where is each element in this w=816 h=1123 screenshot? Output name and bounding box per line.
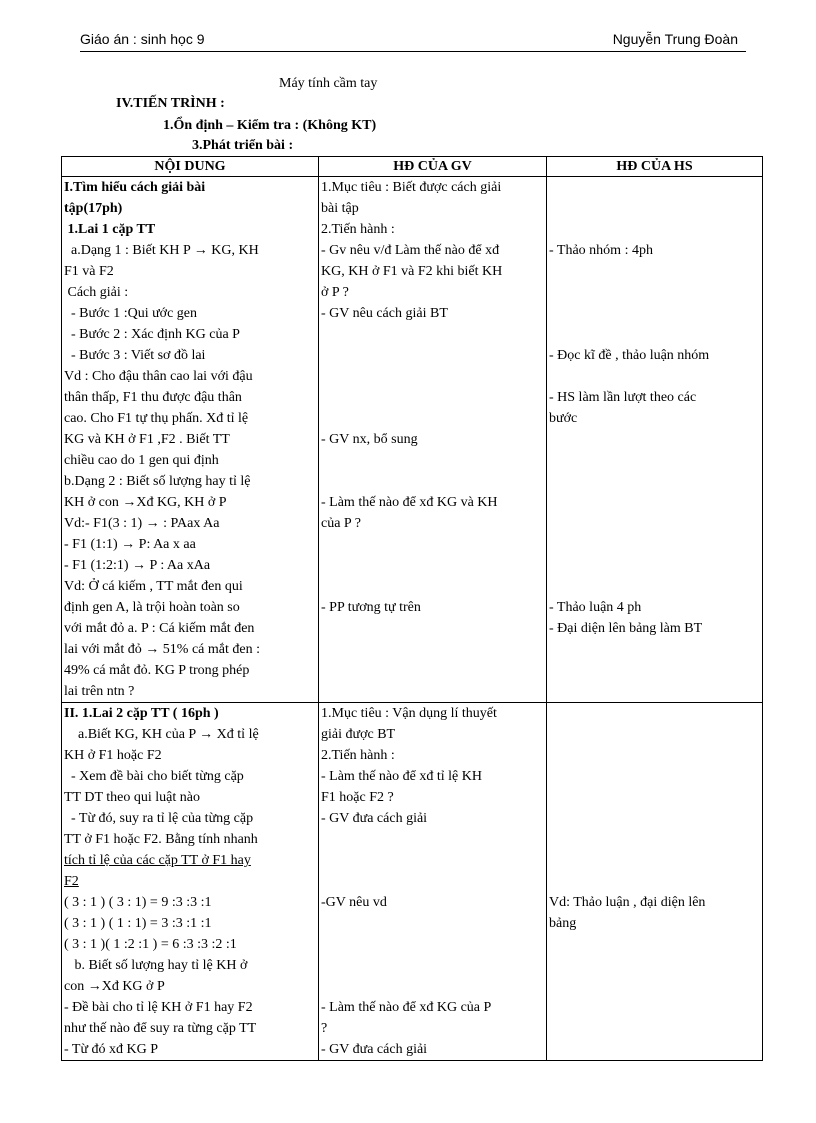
cell-line: - GV đưa cách giải — [321, 1042, 428, 1057]
cell-line — [549, 198, 760, 219]
cell-line — [321, 576, 544, 597]
cell-line: II. 1.Lai 2 cặp TT ( 16ph ) — [64, 706, 219, 721]
cell-line: - Làm thế nào để xđ tỉ lệ KH — [321, 769, 482, 784]
cell-line: ( 3 : 1 )( 1 :2 :1 ) = 6 :3 :3 :2 :1 — [64, 937, 237, 952]
cell-line: - PP tương tự trên — [321, 600, 421, 615]
cell-line: b.Dạng 2 : Biết số lượng hay tỉ lệ — [64, 474, 251, 489]
cell-line — [321, 471, 544, 492]
cell-line: 1.Lai 1 cặp TT — [64, 222, 156, 237]
cell-line — [321, 934, 544, 955]
cell-line: của P ? — [321, 516, 361, 531]
cell-line: KH ở con →Xđ KG, KH ở P — [64, 495, 227, 510]
cell-line — [549, 955, 760, 976]
table-row — [62, 703, 763, 1061]
cell-line — [549, 177, 760, 198]
cell-line: Vd:- F1(3 : 1) → : PAax Aa — [64, 516, 220, 531]
cell-line — [321, 850, 544, 871]
page-header — [80, 27, 746, 52]
cell-line: - Làm thế nào để xđ KG của P — [321, 1000, 492, 1015]
device-line: Máy tính cầm tay — [279, 76, 378, 91]
cell-line: KG và KH ở F1 ,F2 . Biết TT — [64, 432, 230, 447]
cell-line — [549, 703, 760, 724]
cell-line — [549, 829, 760, 850]
cell-line: F2 — [64, 874, 79, 889]
cell-line: - Bước 3 : Viết sơ đồ lai — [64, 348, 206, 363]
step3-line: 3.Phát triển bài : — [192, 138, 294, 153]
cell-line: 1.Mục tiêu : Vận dụng lí thuyết — [321, 706, 497, 721]
cell-line: tích tỉ lệ của các cặp TT ở F1 hay — [64, 853, 251, 868]
cell-line: - F1 (1:2:1) → P : Aa xAa — [64, 558, 211, 573]
cell-line: KH ở F1 hoặc F2 — [64, 748, 162, 763]
cell-line — [549, 534, 760, 555]
cell-line — [321, 366, 544, 387]
cell-line — [321, 660, 544, 681]
cell-line: KG, KH ở F1 và F2 khi biết KH — [321, 264, 503, 279]
cell-line: b. Biết số lượng hay tỉ lệ KH ở — [64, 958, 248, 973]
cell-line — [549, 787, 760, 808]
row1-content-cell — [62, 177, 319, 703]
cell-line: TT ở F1 hoặc F2. Bằng tính nhanh — [64, 832, 258, 847]
cell-line: - Làm thế nào để xđ KG và KH — [321, 495, 498, 510]
step1-line: 1.Ổn định – Kiểm tra : (Không KT) — [163, 118, 377, 133]
cell-line: 2.Tiến hành : — [321, 222, 395, 237]
cell-line — [549, 492, 760, 513]
cell-line — [321, 829, 544, 850]
header-teacher: HĐ CỦA GV — [319, 157, 547, 177]
cell-line: - Gv nêu v/đ Làm thế nào để xđ — [321, 243, 500, 258]
cell-line: ? — [321, 1021, 328, 1036]
cell-line: Vd: Thảo luận , đại diện lên — [549, 895, 706, 910]
cell-line: - F1 (1:1) → P: Aa x aa — [64, 537, 196, 552]
cell-line — [321, 618, 544, 639]
cell-line: bảng — [549, 916, 577, 931]
cell-line: giải được BT — [321, 727, 396, 742]
cell-line — [549, 724, 760, 745]
cell-line: a.Biết KG, KH của P → Xđ tỉ lệ — [64, 727, 259, 742]
cell-line: ( 3 : 1 ) ( 3 : 1) = 9 :3 :3 :1 — [64, 895, 212, 910]
cell-line — [549, 850, 760, 871]
cell-line: - Xem đề bài cho biết từng cặp — [64, 769, 244, 784]
cell-line — [549, 976, 760, 997]
cell-line — [321, 408, 544, 429]
cell-line — [549, 766, 760, 787]
cell-line — [549, 324, 760, 345]
section-title: IV.TIẾN TRÌNH : — [116, 96, 225, 111]
cell-line: ( 3 : 1 ) ( 1 : 1) = 3 :3 :1 :1 — [64, 916, 212, 931]
cell-line — [321, 534, 544, 555]
cell-line — [549, 639, 760, 660]
cell-line — [549, 471, 760, 492]
cell-line — [321, 639, 544, 660]
cell-line: tập(17ph) — [64, 201, 123, 216]
cell-line: Vd: Ở cá kiếm , TT mắt đen qui — [64, 579, 243, 594]
cell-line: thân thấp, F1 thu được đậu thân — [64, 390, 242, 405]
cell-line: 2.Tiến hành : — [321, 748, 395, 763]
row2-teacher-cell — [319, 703, 547, 1061]
cell-line: - GV đưa cách giải — [321, 811, 428, 826]
cell-line: TT DT theo qui luật nào — [64, 790, 200, 805]
cell-line: - Đọc kĩ đề , thảo luận nhóm — [549, 348, 710, 363]
cell-line: lai trên ntn ? — [64, 684, 135, 699]
cell-line: chiều cao do 1 gen qui định — [64, 453, 219, 468]
cell-line: - Đề bài cho tỉ lệ KH ở F1 hay F2 — [64, 1000, 253, 1015]
cell-line: con →Xđ KG ở P — [64, 979, 165, 994]
header-right: Nguyễn Trung Đoàn — [612, 31, 738, 47]
cell-line — [321, 681, 544, 702]
cell-line: - Thảo nhóm : 4ph — [549, 243, 653, 258]
cell-line: cao. Cho F1 tự thụ phấn. Xđ tỉ lệ — [64, 411, 249, 426]
cell-line — [549, 934, 760, 955]
cell-line: - Đại diện lên bảng làm BT — [549, 621, 703, 636]
cell-line — [549, 513, 760, 534]
lesson-table — [61, 156, 763, 1061]
cell-line — [321, 345, 544, 366]
cell-line: như thế nào để suy ra từng cặp TT — [64, 1021, 257, 1036]
cell-line: 1.Mục tiêu : Biết được cách giải — [321, 180, 502, 195]
cell-line — [549, 219, 760, 240]
cell-line: - Bước 2 : Xác định KG của P — [64, 327, 240, 342]
row1-student-cell — [547, 177, 763, 703]
cell-line: định gen A, là trội hoàn toàn so — [64, 600, 240, 615]
cell-line — [549, 450, 760, 471]
cell-line — [321, 871, 544, 892]
cell-line: - Bước 1 :Qui ước gen — [64, 306, 198, 321]
cell-line: bài tập — [321, 201, 359, 216]
header-content: NỘI DUNG — [62, 157, 319, 177]
cell-line: 49% cá mắt đỏ. KG P trong phép — [64, 663, 250, 678]
cell-line — [549, 871, 760, 892]
cell-line — [549, 681, 760, 702]
cell-line: bước — [549, 411, 578, 426]
table-row — [62, 177, 763, 703]
cell-line: I.Tìm hiểu cách giải bài — [64, 180, 206, 195]
cell-line — [321, 913, 544, 934]
cell-line: - Từ đó, suy ra tỉ lệ của từng cặp — [64, 811, 254, 826]
cell-line: -GV nêu vd — [321, 895, 387, 910]
cell-line — [549, 660, 760, 681]
row2-content-cell — [62, 703, 319, 1061]
cell-line — [549, 282, 760, 303]
cell-line: Vd : Cho đậu thân cao lai với đậu — [64, 369, 253, 384]
cell-line — [549, 997, 760, 1018]
cell-line: - GV nx, bổ sung — [321, 432, 418, 447]
cell-line: - GV nêu cách giải BT — [321, 306, 448, 321]
header-left: Giáo án : sinh học 9 — [80, 31, 205, 47]
cell-line — [549, 745, 760, 766]
cell-line — [321, 387, 544, 408]
cell-line — [321, 955, 544, 976]
cell-line — [549, 261, 760, 282]
cell-line — [321, 450, 544, 471]
cell-line — [549, 303, 760, 324]
cell-line — [549, 1039, 760, 1060]
cell-line — [549, 1018, 760, 1039]
cell-line: với mắt đỏ a. P : Cá kiếm mắt đen — [64, 621, 255, 636]
cell-line: Cách giải : — [64, 285, 129, 300]
cell-line — [549, 576, 760, 597]
cell-line — [549, 555, 760, 576]
cell-line — [549, 808, 760, 829]
cell-line: - HS làm lần lượt theo các — [549, 390, 697, 405]
cell-line: - Thảo luận 4 ph — [549, 600, 642, 615]
cell-line: - Từ đó xđ KG P — [64, 1042, 159, 1057]
cell-line — [321, 324, 544, 345]
row1-teacher-cell — [319, 177, 547, 703]
cell-line: lai với mắt đỏ → 51% cá mắt đen : — [64, 642, 260, 657]
header-student: HĐ CỦA HS — [547, 157, 763, 177]
cell-line: ở P ? — [321, 285, 349, 300]
cell-line: a.Dạng 1 : Biết KH P → KG, KH — [64, 243, 259, 258]
cell-line — [549, 366, 760, 387]
cell-line: F1 hoặc F2 ? — [321, 790, 394, 805]
table-header-row — [62, 157, 763, 177]
cell-line — [321, 555, 544, 576]
cell-line: F1 và F2 — [64, 264, 114, 279]
row2-student-cell — [547, 703, 763, 1061]
cell-line — [549, 429, 760, 450]
cell-line — [321, 976, 544, 997]
